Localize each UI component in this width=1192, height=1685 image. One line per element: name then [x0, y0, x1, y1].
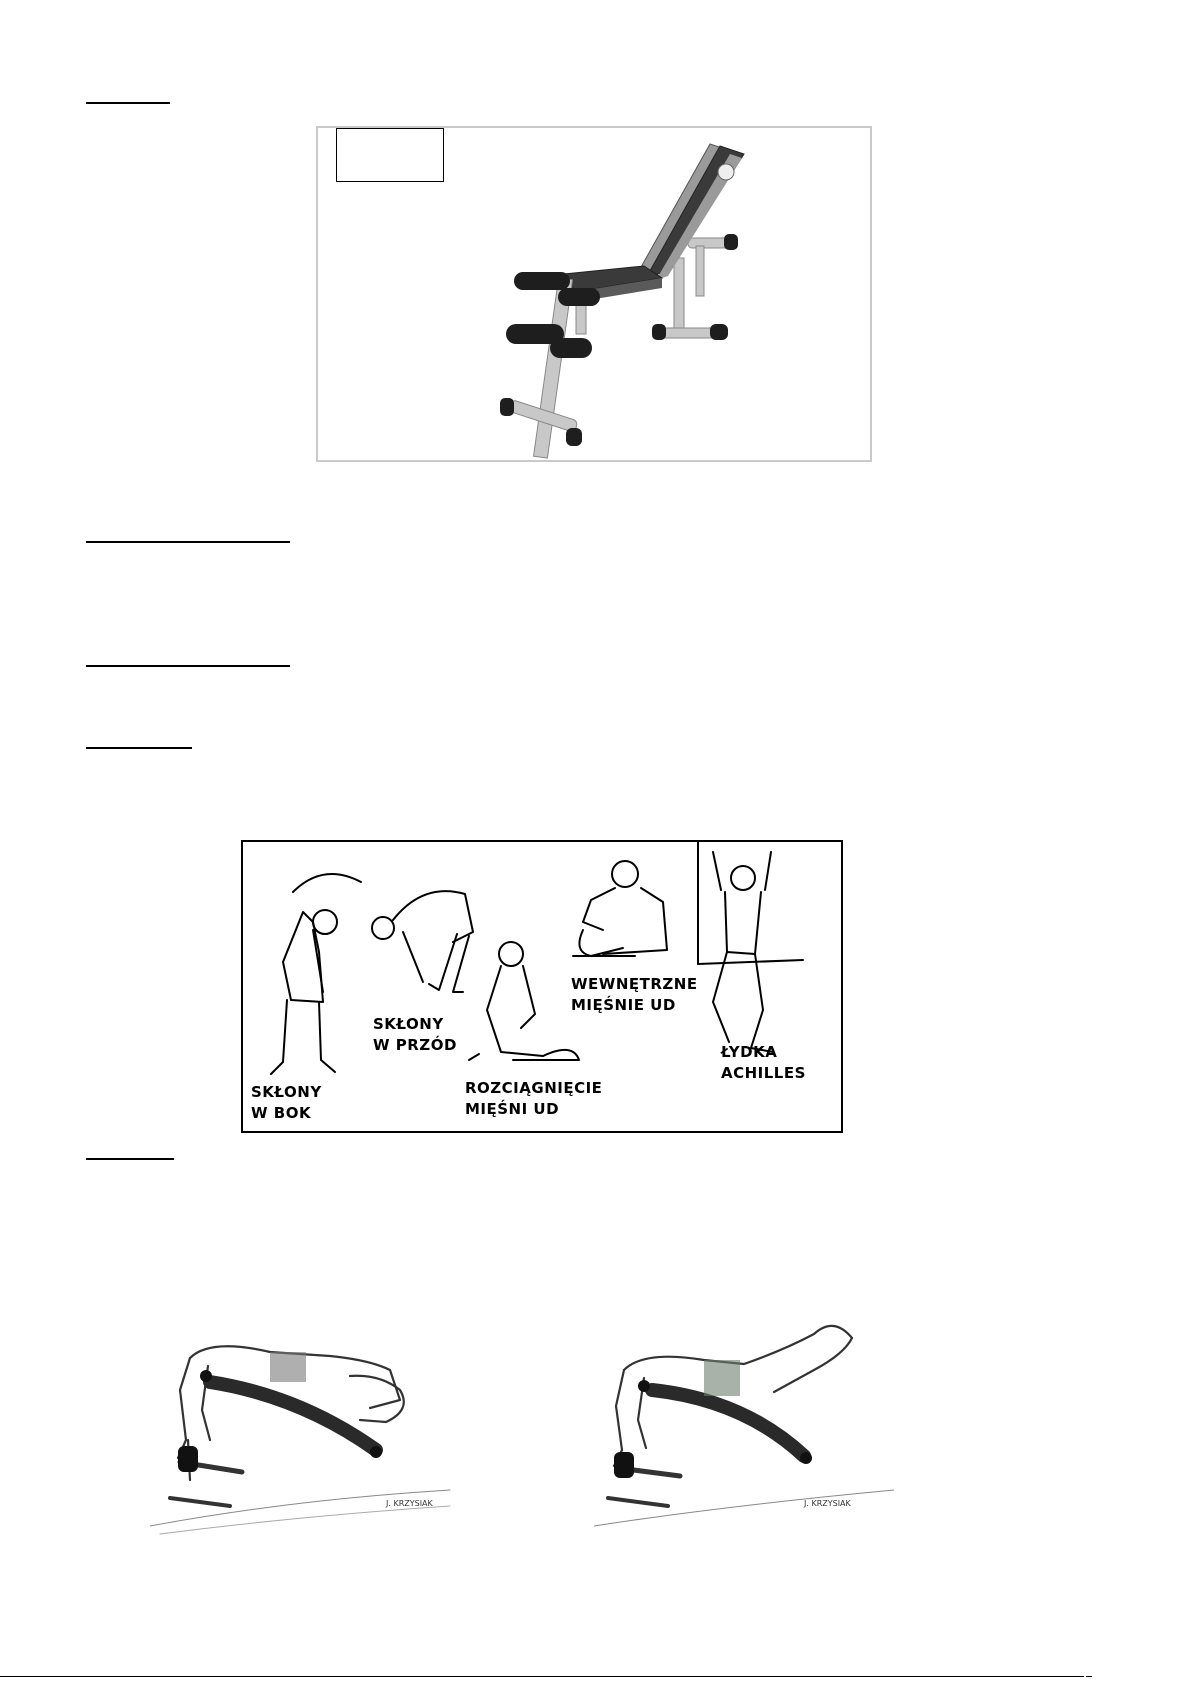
inner-thigh-figure-icon — [573, 861, 667, 956]
signature-2: J. KRZYSIAK — [804, 1499, 851, 1508]
section-rule-4 — [86, 747, 192, 749]
signature-1: J. KRZYSIAK — [386, 1499, 433, 1508]
backrest-icon — [636, 144, 744, 280]
front-upright-icon — [500, 272, 600, 458]
section-rule-3 — [86, 665, 290, 667]
label-thigh-stretch: ROZCIĄGNIĘCIE MIĘŚNI UD — [465, 1079, 603, 1118]
page-bottom-rule — [0, 1676, 1084, 1677]
section-rule-5 — [86, 1158, 174, 1160]
section-rule-1 — [86, 102, 170, 104]
label-calf-achilles: ŁYDKA ACHILLES — [721, 1043, 806, 1082]
bench-figure — [316, 126, 872, 462]
forward-bend-figure-icon — [372, 891, 473, 992]
section-rule-2 — [86, 541, 290, 543]
stretching-figure — [241, 840, 843, 1133]
page-corner-mark — [1086, 1676, 1092, 1677]
label-inner-thighs: WEWNĘTRZNE MIĘŚNIE UD — [571, 975, 698, 1014]
label-forward-bends: SKŁONY W PRZÓD — [373, 1015, 457, 1054]
calf-stretch-figure-icon — [713, 852, 773, 1052]
exercise-sketch-2 — [594, 1320, 894, 1540]
exercise-sketch-1 — [150, 1330, 470, 1540]
side-bend-figure-icon — [271, 874, 361, 1074]
bench-illustration — [318, 128, 870, 460]
thigh-stretch-figure-icon — [469, 942, 579, 1060]
label-side-bends: SKŁONY W BOK — [251, 1083, 322, 1122]
